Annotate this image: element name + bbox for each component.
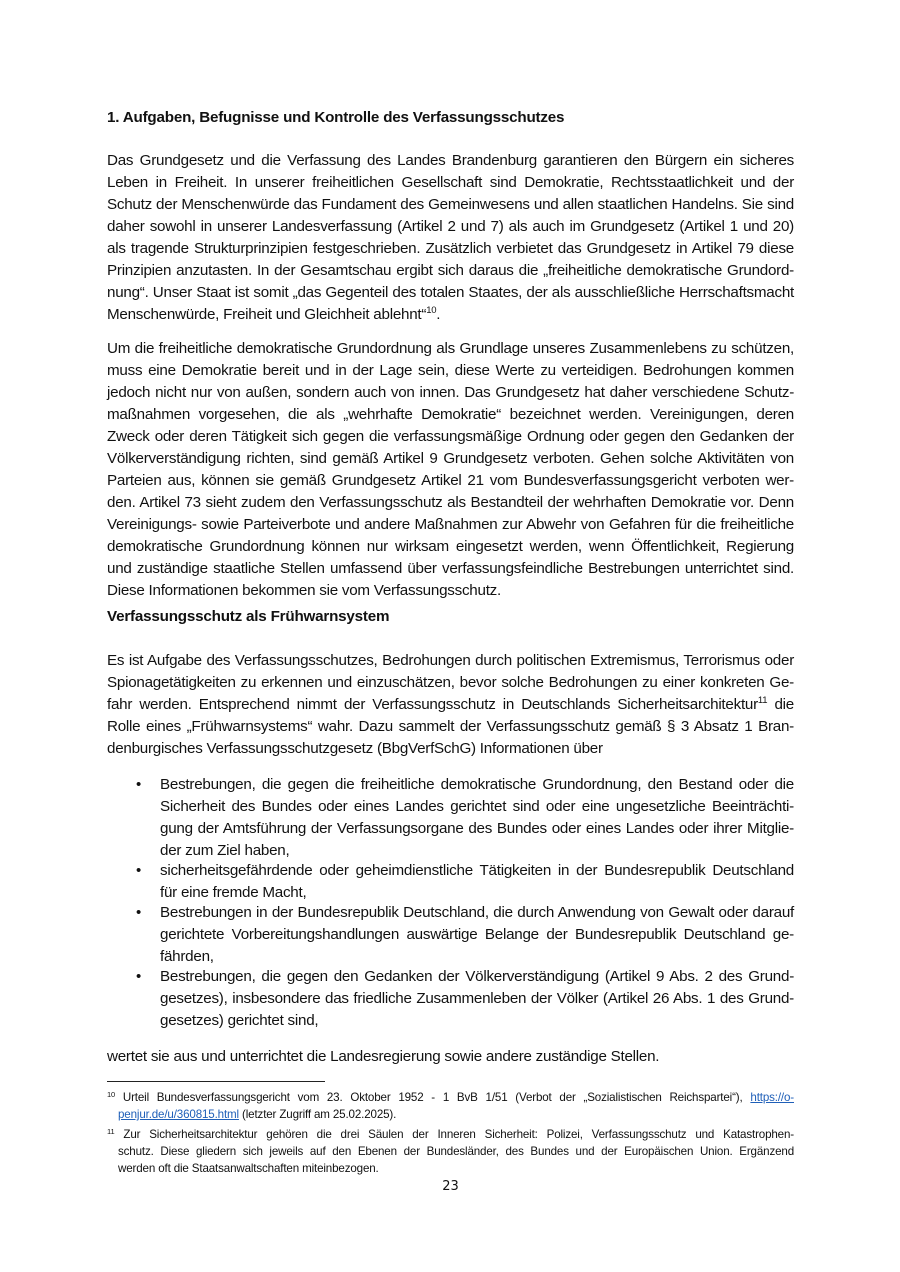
footnote-line: $^{10}$ Urteil Bundesverfassungsgericht vom 23. Oktober 1952 - 1 BvB 1/51 (Verbot der „Sozialistischen Reichspartei“), https://o- [107,1090,794,1104]
text-line: muss eine Demokratie bereit und in der Lage sein, diese Werte zu verteidigen. Bedrohungen kommen [107,362,794,379]
list-item-line: Sicherheit des Bundes oder eines Landes gerichtet sind oder eine ungesetzliche Beeinträchti- [160,798,794,815]
footnote-link[interactable]: https://o- [750,1091,794,1104]
text-line: Prinzipien anzutasten. In der Gesamtschau ergibt sich daraus die „freiheitliche demokratische Grundord- [107,262,794,279]
footnote-line: werden oft die Staatsanwaltschaften miteinbezogen. [118,1162,379,1175]
section-heading: 1. Aufgaben, Befugnisse und Kontrolle des Verfassungsschutzes [107,109,565,126]
text-line: nung“. Unser Staat ist somit „das Gegenteil des totalen Staates, der als ausschließliche Herrschaftsmacht [107,284,794,301]
list-item-line: der zum Ziel haben, [160,842,290,859]
footnote-ref-11[interactable]: 11 [757,695,768,706]
text-line: Spionagetätigkeiten zu erkennen und einzuschätzen, bevor solche Bedrohungen zu einer konkreten Ge- [107,674,794,691]
footnote-ref-10[interactable]: 10 [426,305,437,316]
text-line: Diese Informationen bekommen sie vom Verfassungsschutz. [107,582,501,599]
list-item-line: sicherheitsgefährdende oder geheimdienstliche Tätigkeiten in der Bundesrepublik Deutschland [160,862,794,879]
text-line: und zuständige staatliche Stellen umfassend über verfassungsfeindliche Bestrebungen unterrichtet sind. [107,560,794,577]
text-line: maßnahmen vorgesehen, die als „wehrhafte Demokratie“ bezeichnet werden. Vereinigungen, deren [107,406,794,423]
list-item-line: Bestrebungen, die gegen die freiheitliche demokratische Grundordnung, den Bestand oder die [160,776,794,793]
list-item-line: gesetzes) gerichtet sind, [160,1012,319,1029]
text-line: Das Grundgesetz und die Verfassung des Landes Brandenburg garantieren den Bürgern ein sicheres [107,152,794,169]
list-item-line: für eine fremde Macht, [160,884,307,901]
text-line: Es ist Aufgabe des Verfassungsschutzes, Bedrohungen durch politischen Extremismus, Terrorismus oder [107,652,794,669]
text-line: den. Artikel 73 sieht zudem den Verfassungsschutz als Bestandteil der wehrhaften Demokratie vor. Denn [107,494,794,511]
list-item-line: Bestrebungen in der Bundesrepublik Deutschland, die durch Anwendung von Gewalt oder darauf [160,904,794,921]
text-line: Leben in Freiheit. In unserer freiheitlichen Gesellschaft sind Demokratie, Rechtsstaatlichkeit und der [107,174,794,191]
subheading: Verfassungsschutz als Frühwarnsystem [107,608,390,625]
footnote-separator [107,1081,325,1082]
list-item-line: Bestrebungen, die gegen den Gedanken der Völkerverständigung (Artikel 9 Abs. 2 des Grund- [160,968,794,985]
page-number: 23 [442,1179,459,1194]
text-line: Menschenwürde, Freiheit und Gleichheit ablehnt“$^{10}$. [107,305,441,323]
text-line: als tragende Strukturprinzipien festgeschrieben. Zusätzlich verbietet das Grundgesetz in Artikel 79 diese [107,240,794,257]
text-line: Rolle eines „Frühwarnsystems“ wahr. Dazu sammelt der Verfassungsschutz gemäß § 3 Absatz 1 Bran- [107,718,794,735]
list-item-line: fährden, [160,948,214,965]
text-line: denburgisches Verfassungsschutzgesetz (BbgVerfSchG) Informationen über [107,740,603,757]
text-line: fahr werden. Entsprechend nimmt der Verfassungsschutz in Deutschlands Sicherheitsarchitektur$^{11}$ die [107,695,794,713]
bullet-icon: • [136,968,142,985]
bullet-icon: • [136,862,142,879]
list-item-line: gung der Amtsführung der Verfassungsorgane des Bundes oder eines Landes oder ihrer Mitglie- [160,820,794,837]
text-line: Schutz der Menschenwürde das Fundament des Gemeinwesens und allen staatlichen Handelns. Sie sind [107,196,794,213]
footnote-line: $^{11}$ Zur Sicherheitsarchitektur gehören die drei Säulen der Inneren Sicherheit: Polizei, Verfassungsschutz und Katastrophen- [107,1127,794,1141]
footnote-line: penjur.de/u/360815.html (letzter Zugriff am 25.02.2025). [118,1108,397,1121]
text-line: Völkerverständigung richten, sind gemäß Artikel 9 Grundgesetz verboten. Gehen solche Aktivitäten von [107,450,794,467]
bullet-icon: • [136,776,142,793]
text-line: Um die freiheitliche demokratische Grundordnung als Grundlage unseres Zusammenlebens zu schützen, [107,340,794,357]
text-line: Vereinigungs- sowie Parteiverbote und andere Maßnahmen zur Abwehr von Gefahren für die freiheitliche [107,516,794,533]
bullet-icon: • [136,904,142,921]
list-item-line: gerichtete Vorbereitungshandlungen auswärtige Belange der Bundesrepublik Deutschland ge- [160,926,794,943]
text-line: Parteien aus, können sie gemäß Grundgesetz Artikel 21 vom Bundesverfassungsgericht verboten wer- [107,472,794,489]
text-line: daher sowohl in unserer Landesverfassung (Artikel 2 und 7) als auch im Grundgesetz (Artikel 1 und 20) [107,218,794,235]
footnote-line: schutz. Diese gliedern sich jeweils auf den Ebenen der Bundesländer, des Bundes und der Europäischen Union. Ergänzend [118,1145,794,1158]
text-line: Zweck oder deren Tätigkeit sich gegen die verfassungsmäßige Ordnung oder gegen den Gedanken der [107,428,794,445]
closing-sentence: wertet sie aus und unterrichtet die Landesregierung sowie andere zuständige Stellen. [107,1048,660,1065]
text-line: jedoch nicht nur von außen, sondern auch von innen. Das Grundgesetz hat daher verschiedene Schutz- [107,384,794,401]
list-item-line: gesetzes), insbesondere das friedliche Zusammenleben der Völker (Artikel 26 Abs. 1 des Grund- [160,990,794,1007]
text-line: demokratische Grundordnung können nur wirksam eingesetzt werden, wenn Öffentlichkeit, Regierung [107,538,794,555]
footnote-link[interactable]: penjur.de/u/360815.html [118,1108,239,1121]
